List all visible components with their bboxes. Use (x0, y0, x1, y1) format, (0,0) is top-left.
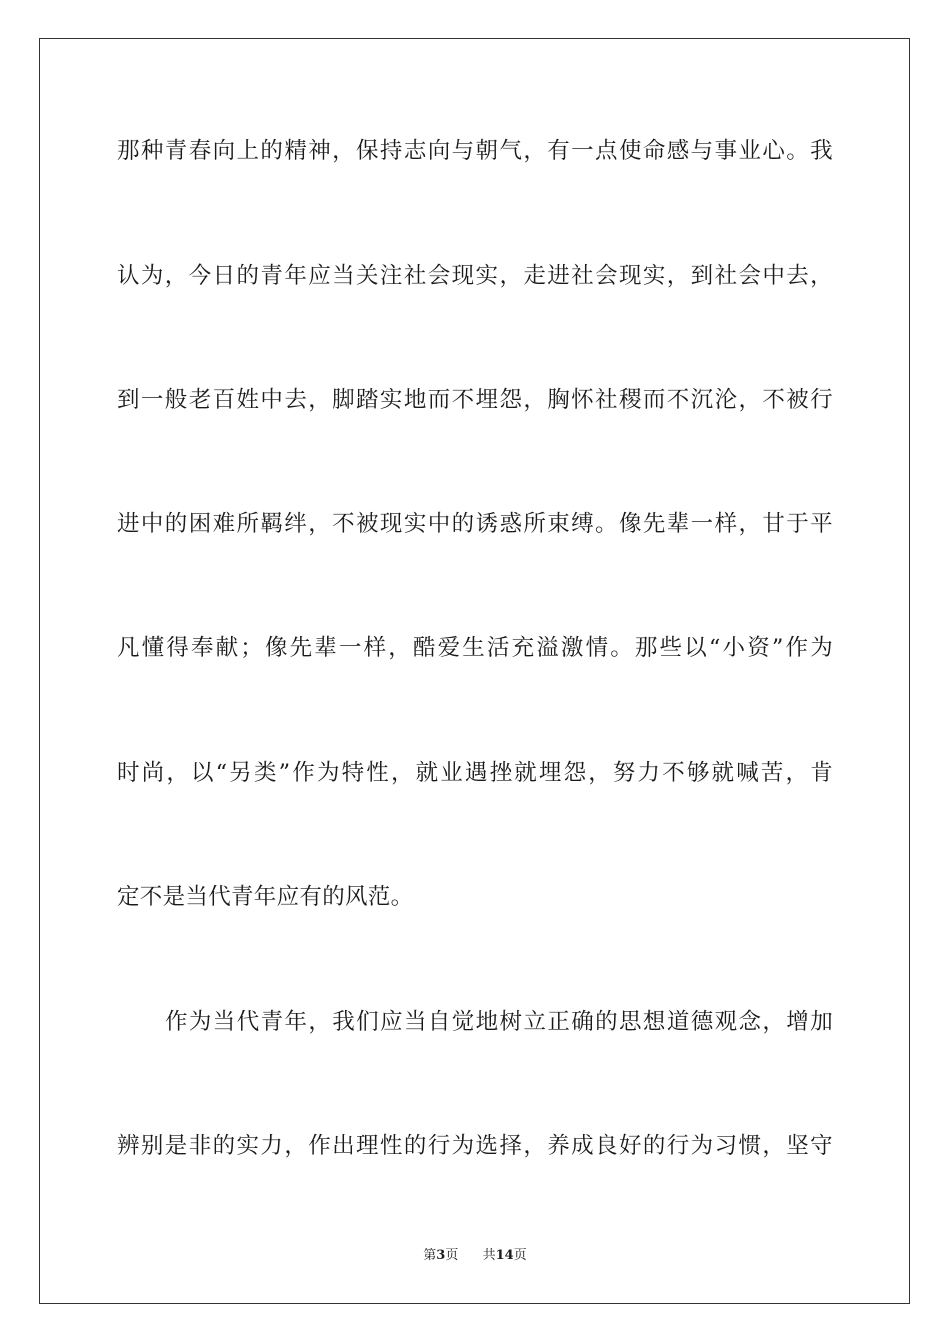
paragraph-line: 进中的困难所羁绊，不被现实中的诱惑所束缚。像先辈一样，甘于平 (117, 511, 833, 537)
page-number: 3 (436, 1248, 446, 1263)
paragraph-line: 凡懂得奉献；像先辈一样，酷爱生活充溢激情。那些以“小资”作为 (117, 635, 833, 661)
page-prefix: 第 (423, 1248, 437, 1263)
paragraph-line: 时尚，以“另类”作为特性，就业遇挫就埋怨，努力不够就喊苦，肯 (117, 760, 833, 786)
page-footer (0, 1246, 950, 1266)
total-pages-label (483, 1246, 527, 1266)
page-border (39, 38, 910, 1304)
paragraph-line: 那种青春向上的精神，保持志向与朝气，有一点使命感与事业心。我 (117, 138, 833, 164)
page-number-label (423, 1246, 458, 1266)
total-pages: 14 (495, 1248, 514, 1263)
paragraph-line: 定不是当代青年应有的风范。 (117, 884, 414, 910)
total-suffix: 页 (513, 1248, 527, 1263)
total-prefix: 共 (482, 1248, 496, 1263)
paragraph-line: 认为，今日的青年应当关注社会现实，走进社会现实，到社会中去， (117, 263, 833, 289)
paragraph-line: 到一般老百姓中去，脚踏实地而不埋怨，胸怀社稷而不沉沦，不被行 (117, 387, 833, 413)
paragraph-line: 辨别是非的实力，作出理性的行为选择，养成良好的行为习惯，坚守 (117, 1133, 833, 1159)
paragraph-line: 作为当代青年，我们应当自觉地树立正确的思想道德观念，增加 (165, 1009, 833, 1035)
page-suffix: 页 (445, 1248, 459, 1263)
